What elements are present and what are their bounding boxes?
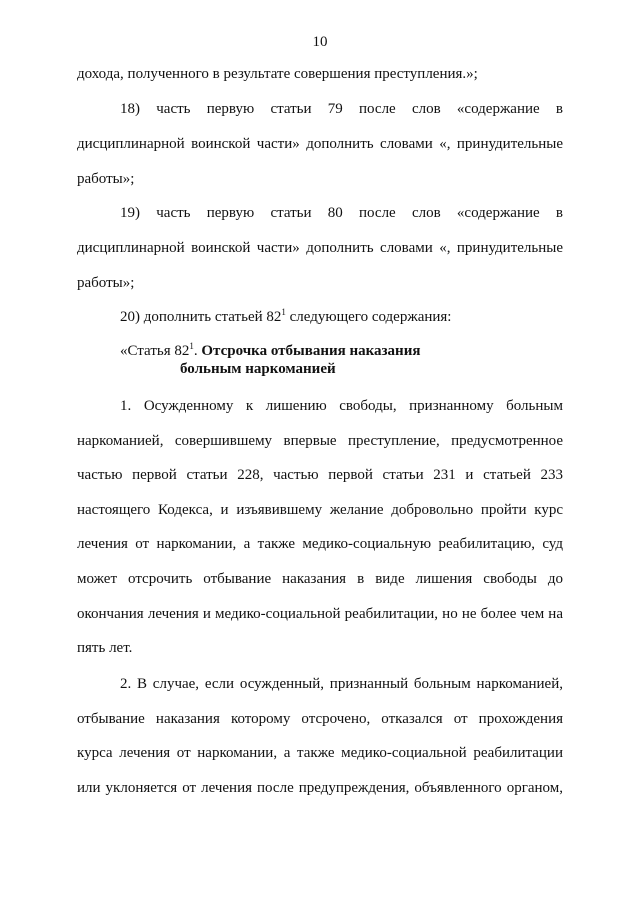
text-line: отбывание наказания которому отсрочено, отказался от прохождения [77,711,563,727]
text-line: дисциплинарной воинской части» дополнить словами «, принудительные [77,136,563,152]
text-line: 1. Осужденному к лишению свободы, признанному больным [120,398,563,414]
text-line [120,309,451,326]
heading-sup: 1 [189,341,194,351]
text-line: 19) часть первую статьи 80 после слов «содержание в [120,205,563,221]
text-line: лечения от наркомании, а также медико-социальную реабилитацию, суд [77,536,563,552]
page-number: 10 [312,34,328,50]
text-line: пять лет. [77,640,133,656]
p20-after: следующего содержания: [285,309,452,325]
heading-title-line1: Отсрочка отбывания наказания [201,343,421,359]
text-line: работы»; [77,275,135,291]
text-line: может отсрочить отбывание наказания в виде лишения свободы до [77,571,563,587]
text-line: дисциплинарной воинской части» дополнить словами «, принудительные [77,240,563,256]
heading-title-line2: больным наркоманией [180,361,336,377]
text-line: дохода, полученного в результате совершения преступления.»; [77,66,478,82]
text-line: настоящего Кодекса, и изъявившему желание добровольно пройти курс [77,502,563,518]
text-line: или уклоняется от лечения после предупреждения, объявленного органом, [77,780,563,796]
text-line: наркоманией, совершившему впервые преступление, предусмотренное [77,433,563,449]
text-line: частью первой статьи 228, частью первой статьи 231 и статьей 233 [77,467,563,483]
text-line: курса лечения от наркомании, а также медико-социальной реабилитации [77,745,563,761]
text-line: 18) часть первую статьи 79 после слов «содержание в [120,101,563,117]
text-line: работы»; [77,171,135,187]
heading-dot: . [193,343,198,359]
article-heading [120,343,420,360]
p20-before: 20) дополнить статьей 82 [120,309,282,325]
text-line: окончания лечения и медико-социальной реабилитации, но не более чем на [77,606,563,622]
p20-sup: 1 [281,307,286,317]
heading-prefix: «Статья 82 [120,343,190,359]
text-line: 2. В случае, если осужденный, признанный больным наркоманией, [120,676,563,692]
